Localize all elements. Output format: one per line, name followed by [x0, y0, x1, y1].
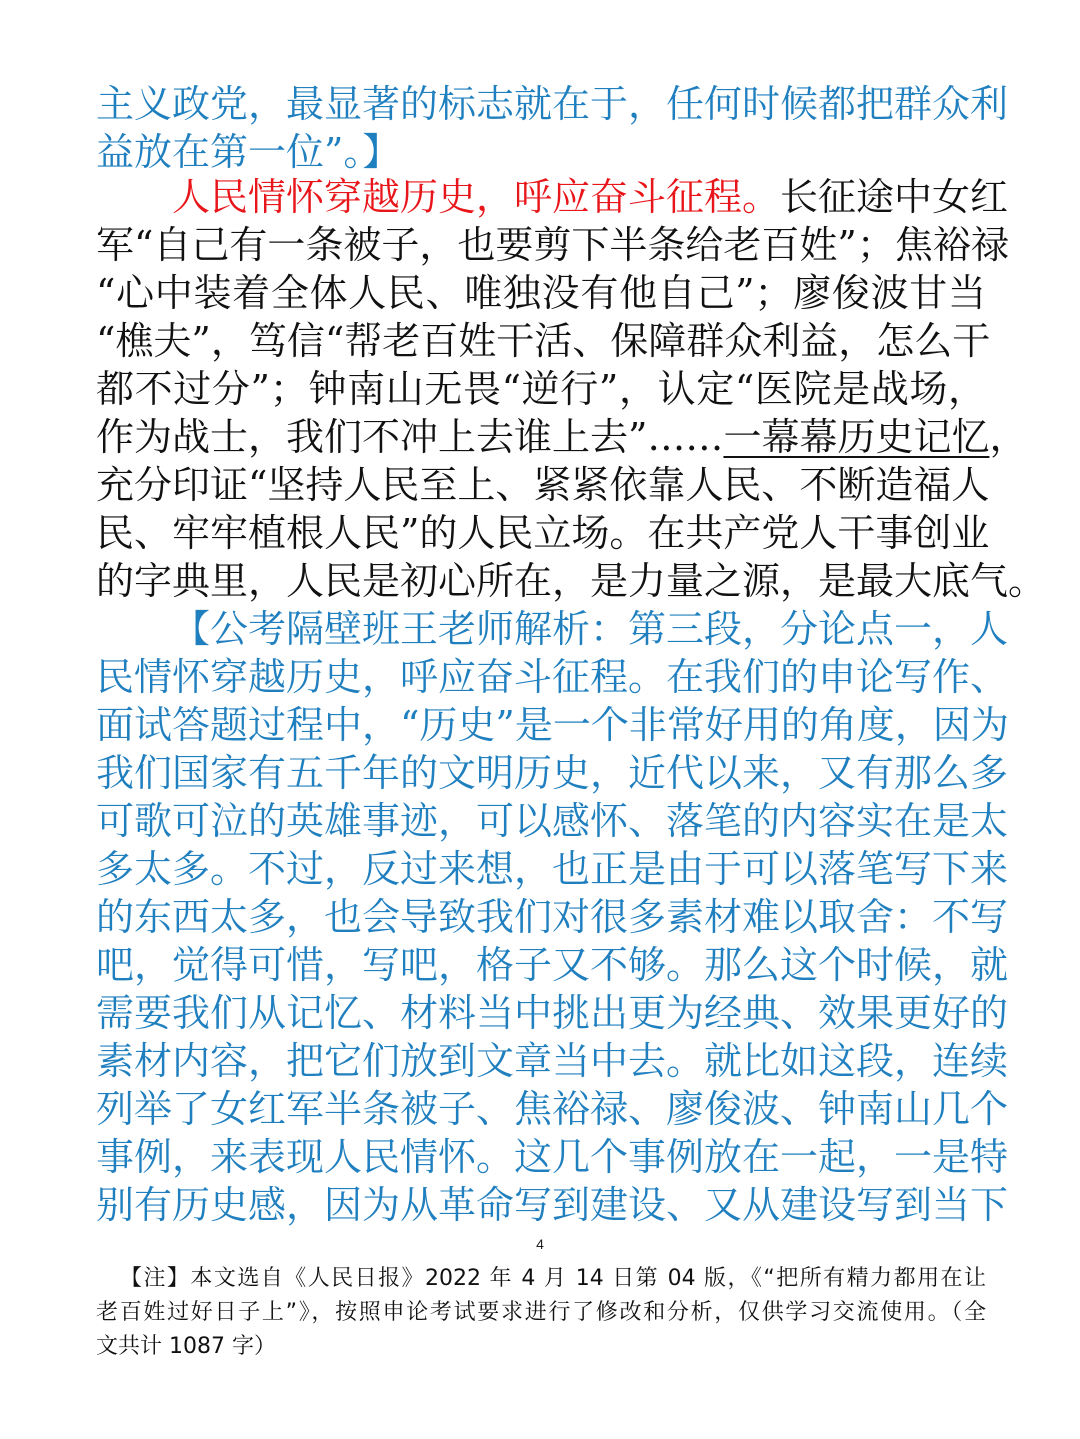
line-text: 长征途中女红	[780, 175, 1009, 219]
text-line	[96, 1133, 1009, 1181]
line-text: 我们国家有五千年的文明历史，近代以来，又有那么多	[96, 751, 1009, 795]
line-text: 事例，来表现人民情怀。这几个事例放在一起，一是特	[96, 1135, 1009, 1179]
line-text: 充分印证“坚持人民至上、紧紧依靠人民、不断造福人	[96, 463, 990, 507]
text-line	[96, 413, 1028, 461]
line-text: “心中装着全体人民、唯独没有他自己”；廖俊波甘当	[96, 271, 986, 315]
text-line	[96, 941, 1009, 989]
text-line	[96, 893, 1009, 941]
text-line	[96, 1085, 1009, 1133]
text-line	[172, 173, 1009, 221]
line-text: 作为战士，我们不冲上去谁上去”……	[96, 415, 724, 459]
text-line	[96, 1037, 1009, 1085]
text-line	[96, 749, 1009, 797]
footnote-line: 【注】本文选自《人民日报》2022 年 4 月 14 日第 04 版，《“把所有精力都用在让	[120, 1266, 986, 1291]
text-line	[96, 317, 991, 365]
line-text: 主义政党，最显著的标志就在于，任何时候都把群众利	[96, 82, 1009, 126]
line-text: 益放在第一位”。】	[96, 130, 401, 174]
text-line	[96, 80, 1009, 128]
text-line	[96, 461, 990, 509]
line-text-tail: ，	[989, 415, 1028, 459]
line-text: 别有历史感，因为从革命写到建设、又从建设写到当下	[96, 1183, 1009, 1227]
line-text: 民情怀穿越历史，呼应奋斗征程。在我们的申论写作、	[96, 655, 1009, 699]
line-text: 可歌可泣的英雄事迹，可以感怀、落笔的内容实在是太	[96, 799, 1009, 843]
line-text: 军“自己有一条被子，也要剪下半条给老百姓”；焦裕禄	[96, 223, 1009, 267]
line-text: 需要我们从记忆、材料当中挑出更为经典、效果更好的	[96, 991, 1009, 1035]
footnote-line: 文共计 1087 字）	[96, 1334, 276, 1359]
highlighted-heading: 人民情怀穿越历史，呼应奋斗征程。	[172, 175, 781, 219]
footnote-line: 老百姓过好日子上”》，按照申论考试要求进行了修改和分析，仅供学习交流使用。（全	[96, 1300, 986, 1325]
page-number: 4	[536, 1236, 544, 1252]
text-line	[96, 989, 1009, 1037]
text-line	[96, 1181, 1009, 1229]
text-line	[96, 797, 1009, 845]
line-text: 的字典里，人民是初心所在，是力量之源，是最大底气。	[96, 559, 1047, 603]
text-line	[96, 701, 1009, 749]
line-text: 面试答题过程中，“历史”是一个非常好用的角度，因为	[96, 703, 1009, 747]
line-text: 素材内容，把它们放到文章当中去。就比如这段，连续	[96, 1039, 1009, 1083]
text-line	[96, 653, 1009, 701]
line-text: 民、牢牢植根人民”的人民立场。在共产党人干事创业	[96, 511, 990, 555]
line-text: “樵夫”，笃信“帮老百姓干活、保障群众利益，怎么干	[96, 319, 991, 363]
text-line	[96, 365, 986, 413]
text-line	[96, 509, 990, 557]
line-text: 都不过分”；钟南山无畏“逆行”，认定“医院是战场，	[96, 367, 986, 411]
text-line	[96, 128, 986, 176]
line-text: 列举了女红军半条被子、焦裕禄、廖俊波、钟南山几个	[96, 1087, 1009, 1131]
text-line	[96, 221, 1009, 269]
text-line	[96, 269, 986, 317]
line-text: 吧，觉得可惜，写吧，格子又不够。那么这个时候，就	[96, 943, 1009, 987]
text-line	[96, 557, 1047, 605]
line-text: 的东西太多，也会导致我们对很多素材难以取舍：不写	[96, 895, 1009, 939]
text-line	[96, 845, 1009, 893]
text-line	[172, 605, 1009, 653]
underlined-phrase: 一幕幕历史记忆	[723, 415, 990, 459]
line-text: 多太多。不过，反过来想，也正是由于可以落笔写下来	[96, 847, 1009, 891]
line-text: 【公考隔壁班王老师解析：第三段，分论点一，人	[172, 607, 1009, 651]
